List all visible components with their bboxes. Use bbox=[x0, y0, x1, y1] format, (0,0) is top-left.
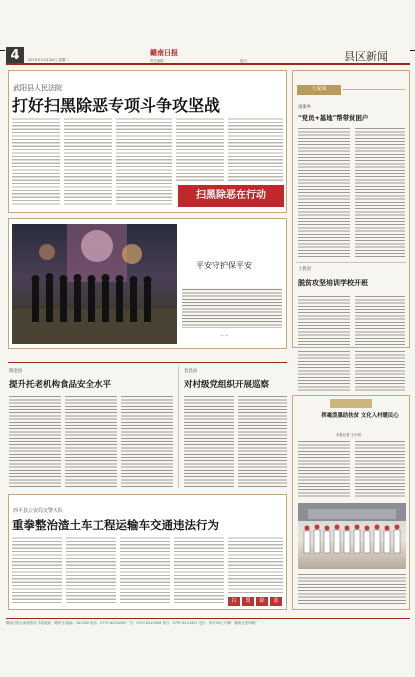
mid-left-body bbox=[9, 395, 61, 488]
mid-left-body bbox=[65, 395, 117, 488]
bottom-tag: 除 bbox=[256, 597, 268, 606]
crop-mark bbox=[410, 50, 415, 51]
culture-caption bbox=[298, 573, 406, 605]
feature-credit: — — bbox=[220, 333, 229, 337]
lead-headline: 打好扫黑除恶专项斗争攻坚战 bbox=[12, 96, 221, 115]
lead-body-col bbox=[12, 117, 60, 207]
newspaper-name: 赣南日报 bbox=[150, 49, 178, 57]
culture-headline: 挥毫泼墨助扶贫 文化入村暖民心 bbox=[321, 413, 399, 419]
right-a1-body bbox=[298, 127, 350, 257]
mid-left-headline: 提升托老机构食品安全水平 bbox=[9, 380, 112, 390]
mid-left-body bbox=[121, 395, 173, 488]
right-a2-body-cont bbox=[355, 350, 405, 392]
mid-right-kicker: 会昌县 bbox=[184, 369, 198, 374]
bottom-body bbox=[66, 536, 116, 604]
patrol-photo bbox=[12, 224, 177, 344]
right-a2-kicker: 上犹县 bbox=[298, 267, 312, 272]
culture-byline: 本报记者 王小明 bbox=[336, 433, 361, 437]
bottom-kicker: 西平县公安局交警大队 bbox=[13, 508, 64, 514]
page-footer: 赣南日报社新闻热线 本报地址：赣州市 邮编：341000 电话：0797-8203456 广告：0797-8123456 发行：0797-8123457 定价：每月30元 印刷：赣南日报印刷厂 bbox=[6, 618, 410, 626]
lead-kicker: 武阳县人民法院 bbox=[13, 84, 62, 92]
bottom-tag: 扫 bbox=[228, 597, 240, 606]
right-a2-body bbox=[355, 295, 405, 345]
bottom-tag-row bbox=[228, 597, 282, 606]
column-tag: 大家谈 bbox=[297, 85, 341, 95]
layout-credit: 版式： bbox=[240, 59, 251, 63]
mid-right-headline: 对村级党组织开展巡察 bbox=[184, 380, 270, 390]
bottom-body bbox=[120, 536, 170, 604]
culture-ornament bbox=[330, 399, 372, 408]
lead-body-col bbox=[176, 117, 224, 183]
bottom-tag: 恶 bbox=[270, 597, 282, 606]
issue-date: 2019年11月26日 星期二 bbox=[28, 58, 69, 62]
lead-body-col bbox=[116, 117, 172, 207]
lead-banner: 扫黑除恶在行动 bbox=[178, 185, 284, 207]
column-divider bbox=[178, 366, 179, 488]
bottom-body bbox=[12, 536, 62, 604]
right-a2-body bbox=[298, 295, 350, 345]
crop-mark bbox=[0, 50, 5, 51]
culture-body bbox=[355, 440, 405, 498]
column-rule bbox=[343, 89, 405, 90]
right-a2-body-cont bbox=[298, 350, 350, 392]
culture-body bbox=[298, 440, 350, 498]
mid-left-kicker: 瑞金县 bbox=[9, 369, 23, 374]
lead-body-col bbox=[228, 117, 283, 183]
feature-slogan: 平安守护保平安 bbox=[196, 261, 252, 270]
lead-body-col bbox=[64, 117, 112, 207]
section-rule bbox=[8, 362, 287, 363]
page-number: 4 bbox=[6, 47, 24, 64]
bottom-body bbox=[228, 536, 283, 594]
right-a1-headline: “党员+基地”帮带贫困户 bbox=[298, 114, 369, 122]
culture-photo bbox=[298, 503, 406, 569]
right-a1-kicker: 南康乡 bbox=[298, 105, 312, 110]
feature-caption bbox=[182, 288, 282, 328]
bottom-tag: 黑 bbox=[242, 597, 254, 606]
editor-credit: 责任编辑： bbox=[150, 59, 167, 63]
section-title: 县区新闻 bbox=[344, 50, 388, 63]
header-rule bbox=[6, 45, 410, 65]
bottom-headline: 重拳整治渣土车工程运输车交通违法行为 bbox=[12, 518, 219, 532]
mid-right-body bbox=[238, 395, 287, 488]
bottom-body bbox=[174, 536, 224, 604]
right-divider bbox=[296, 262, 406, 263]
right-a1-body bbox=[355, 127, 405, 257]
right-a2-headline: 脱贫攻坚培训学校开班 bbox=[298, 278, 368, 287]
mid-right-body bbox=[184, 395, 234, 488]
